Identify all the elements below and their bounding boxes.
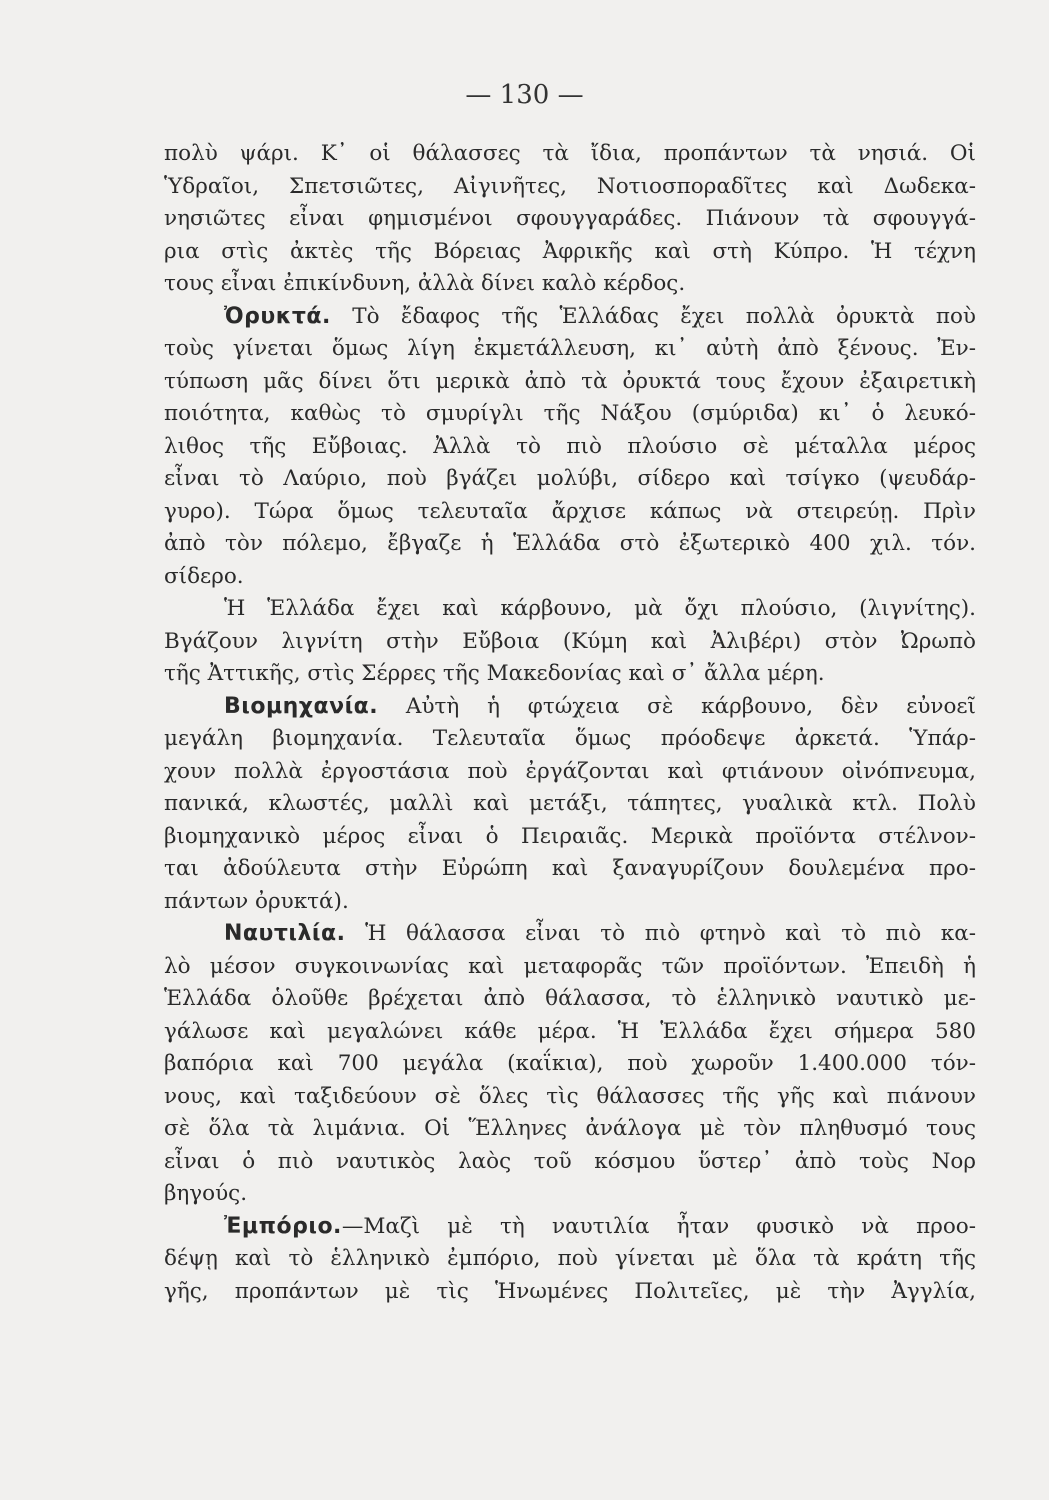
paragraph-industry bbox=[164, 691, 976, 919]
text-line bbox=[164, 1211, 976, 1244]
text-line: νους, καὶ ταξιδεύουν σὲ ὅλες τὶς θάλασσες τῆς γῆς καὶ πιάνουν bbox=[164, 1083, 976, 1109]
text-line: βαπόρια καὶ 700 μεγάλα (καΐκια), ποὺ χωροῦν 1.400.000 τόν- bbox=[164, 1051, 976, 1076]
section-heading-industry: Βιομηχανία. bbox=[224, 693, 379, 719]
text-line: γυρο). Τώρα ὅμως τελευταῖα ἄρχισε κάπως νὰ στειρεύῃ. Πρὶν bbox=[164, 498, 976, 524]
text-run: Ἡ θάλασσα εἶναι τὸ πιὸ φτηνὸ καὶ τὸ πιὸ κα- bbox=[345, 921, 976, 946]
text-line: ρια στὶς ἀκτὲς τῆς Βόρειας Ἀφρικῆς καὶ στὴ Κύπρο. Ἡ τέχνη bbox=[164, 238, 976, 264]
text-line: τῆς Ἀττικῆς, στὶς Σέρρες τῆς Μακεδονίας καὶ σ᾽ ἄλλα μέρη. bbox=[164, 661, 825, 686]
page-number: — 130 — bbox=[465, 80, 584, 110]
text-run: Τὸ ἔδαφος τῆς Ἑλλάδας ἔχει πολλὰ ὀρυκτὰ ποὺ bbox=[330, 303, 976, 329]
text-line: δέψῃ καὶ τὸ ἑλληνικὸ ἐμπόριο, ποὺ γίνεται μὲ ὅλα τὰ κράτη τῆς bbox=[164, 1246, 976, 1271]
text-line bbox=[164, 301, 976, 334]
text-line: πάντων ὀρυκτά). bbox=[164, 888, 349, 914]
text-line: βιομηχανικὸ μέρος εἶναι ὁ Πειραιᾶς. Μερικὰ προϊόντα στέλνον- bbox=[164, 823, 976, 849]
text-line: σίδερο. bbox=[164, 563, 244, 589]
text-line: νησιῶτες εἶναι φημισμένοι σφουγγαράδες. Πιάνουν τὰ σφουγγά- bbox=[164, 206, 976, 231]
section-heading-commerce: Ἐμπόριο. bbox=[224, 1213, 342, 1239]
text-line: χουν πολλὰ ἐργοστάσια ποὺ ἐργάζονται καὶ φτιάνουν οἰνόπνευμα, bbox=[164, 758, 976, 784]
text-line: ποιότητα, καθὼς τὸ σμυρίγλι τῆς Νάξου (σμύριδα) κι᾽ ὁ λευκό- bbox=[164, 401, 976, 426]
paragraph-shipping bbox=[164, 918, 976, 1211]
text-line: Βγάζουν λιγνίτη στὴν Εὔβοια (Κύμη καὶ Ἀλιβέρι) στὸν Ὠρωπὸ bbox=[164, 628, 976, 654]
text-line: γῆς, προπάντων μὲ τὶς Ἡνωμένες Πολιτεῖες, μὲ τὴν Ἀγγλία, bbox=[164, 1278, 976, 1304]
text-line: τοὺς γίνεται ὅμως λίγη ἐκμετάλλευση, κι᾽ αὐτὴ ἀπὸ ξένους. Ἐν- bbox=[164, 336, 976, 361]
text-line bbox=[164, 918, 976, 951]
paragraph-coal bbox=[164, 593, 976, 691]
text-line: λιθος τῆς Εὔβοιας. Ἀλλὰ τὸ πιὸ πλούσιο σὲ μέταλλα μέρος bbox=[164, 433, 976, 459]
text-line: πανικά, κλωστές, μαλλὶ καὶ μετάξι, τάπητες, γυαλικὰ κτλ. Πολὺ bbox=[164, 791, 976, 816]
text-line: λὸ μέσον συγκοινωνίας καὶ μεταφορᾶς τῶν προϊόντων. Ἐπειδὴ ἡ bbox=[164, 953, 976, 979]
paragraph-commerce bbox=[164, 1211, 976, 1309]
text-line: εἶναι ὁ πιὸ ναυτικὸς λαὸς τοῦ κόσμου ὕστερ᾽ ἀπὸ τοὺς Νορ bbox=[164, 1148, 976, 1174]
section-heading-shipping: Ναυτιλία. bbox=[224, 921, 346, 946]
text-line: Ἡ Ἑλλάδα ἔχει καὶ κάρβουνο, μὰ ὄχι πλούσιο, (λιγνίτης). bbox=[224, 596, 976, 621]
text-line: Ὑδραῖοι, Σπετσιῶτες, Αἰγινῆτες, Νοτιοσποραδῖτες καὶ Δωδεκα- bbox=[164, 173, 976, 199]
paragraph-minerals bbox=[164, 301, 976, 594]
text-line: μεγάλη βιομηχανία. Τελευταῖα ὅμως πρόοδεψε ἀρκετά. Ὑπάρ- bbox=[164, 726, 976, 751]
text-line: ἀπὸ τὸν πόλεμο, ἔβγαζε ἡ Ἑλλάδα στὸ ἐξωτερικὸ 400 χιλ. τόν. bbox=[164, 531, 976, 556]
text-line: βηγούς. bbox=[164, 1181, 248, 1206]
text-line: τύπωση μᾶς δίνει ὅτι μερικὰ ἀπὸ τὰ ὀρυκτά τους ἔχουν ἐξαιρετικὴ bbox=[164, 368, 976, 394]
text-run: Αὐτὴ ἡ φτώχεια σὲ κάρβουνο, δὲν εὐνοεῖ bbox=[378, 693, 976, 719]
body-text bbox=[164, 138, 976, 1308]
text-run: —Μαζὶ μὲ τὴ ναυτιλία ἦταν φυσικὸ νὰ προο- bbox=[341, 1213, 976, 1239]
text-line: Ἑλλάδα ὁλοῦθε βρέχεται ἀπὸ θάλασσα, τὸ ἑλληνικὸ ναυτικὸ με- bbox=[164, 986, 976, 1011]
text-line: εἶναι τὸ Λαύριο, ποὺ βγάζει μολύβι, σίδερο καὶ τσίγκο (ψευδάρ- bbox=[164, 466, 976, 491]
text-line bbox=[164, 691, 976, 724]
text-line: πολὺ ψάρι. Κ᾽ οἱ θάλασσες τὰ ἴδια, προπάντων τὰ νησιά. Οἱ bbox=[164, 141, 976, 166]
text-line: σὲ ὅλα τὰ λιμάνια. Οἱ Ἕλληνες ἀνάλογα μὲ τὸν πληθυσμό τους bbox=[164, 1116, 976, 1141]
section-heading-minerals: Ὀρυκτά. bbox=[224, 303, 331, 329]
text-line: γάλωσε καὶ μεγαλώνει κάθε μέρα. Ἡ Ἑλλάδα ἔχει σήμερα 580 bbox=[164, 1018, 976, 1044]
paragraph-intro bbox=[164, 138, 976, 301]
text-line: τους εἶναι ἐπικίνδυνη, ἀλλὰ δίνει καλὸ κέρδος. bbox=[164, 271, 686, 296]
text-line: ται ἀδούλευτα στὴν Εὐρώπη καὶ ξαναγυρίζουν δουλεμένα προ- bbox=[164, 856, 976, 881]
